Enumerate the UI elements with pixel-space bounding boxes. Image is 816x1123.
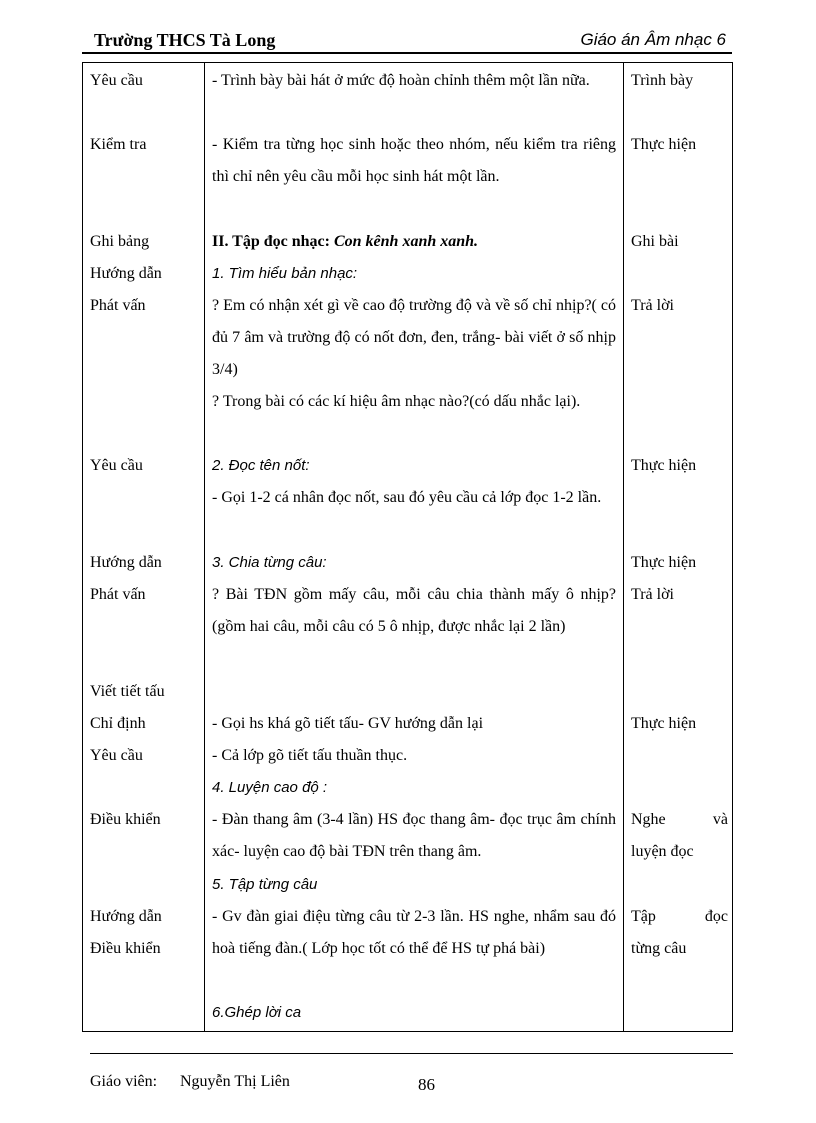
student-activity-line: luyện đọc [631, 843, 694, 860]
student-activity [631, 804, 728, 868]
student-activity: Thực hiện [631, 136, 697, 153]
activity-label: Hướng dẫn [90, 908, 162, 925]
activity-content: - Gọi hs khá gõ tiết tấu- GV hướng dẫn lại [212, 715, 484, 732]
student-activity [631, 901, 728, 965]
activity-label: Yêu cầu [90, 72, 143, 89]
student-activity-word: đọc [704, 908, 728, 925]
student-activity: Thực hiện [631, 554, 697, 571]
activity-content: - Đàn thang âm (3-4 lần) HS đọc thang âm- đọc trục âm chính xác- luyện cao độ bài TĐN trên thang âm. [212, 811, 616, 860]
activity-content: - Trình bày bài hát ở mức độ hoàn chỉnh thêm một lần nữa. [212, 72, 590, 89]
section-heading [212, 226, 616, 258]
activity-content: - Gv đàn giai điệu từng câu từ 2-3 lần. HS nghe, nhẩm sau đó hoà tiếng đàn.( Lớp học tốt có thể để HS tự phá bài) [212, 908, 616, 957]
activity-label: Phát vấn [90, 297, 146, 314]
activity-label: Ghi bảng [90, 233, 150, 250]
activity-content: - Gọi 1-2 cá nhân đọc nốt, sau đó yêu cầu cả lớp đọc 1-2 lần. [212, 489, 602, 506]
activity-label: Chỉ định [90, 715, 146, 732]
activity-content: ? Trong bài có các kí hiệu âm nhạc nào?(có dấu nhắc lại). [212, 393, 581, 410]
student-activity: Thực hiện [631, 457, 697, 474]
page-number: 86 [418, 1075, 435, 1094]
section-heading-prefix: II. Tập đọc nhạc: [212, 233, 334, 250]
document-title: Giáo án Âm nhạc 6 [580, 30, 726, 49]
teacher-name: Nguyễn Thị Liên [180, 1073, 290, 1090]
student-activity-line: từng câu [631, 940, 687, 957]
activity-content: ? Em có nhận xét gì về cao độ trường độ và về số chỉ nhịp?( có đủ 7 âm và trường độ có nốt đơn, đen, trắng- bài viết ở số nhịp 3/4) [212, 297, 616, 378]
lesson-table [82, 62, 733, 1032]
sub-heading: 5. Tập từng câu [212, 876, 318, 893]
activity-label: Viết tiết tấu [90, 683, 165, 700]
footer-divider [90, 1053, 733, 1054]
student-activity: Ghi bài [631, 233, 679, 250]
teacher-label: Giáo viên: [90, 1073, 158, 1090]
sub-heading: 6.Ghép lời ca [212, 1004, 302, 1021]
activity-content: - Cả lớp gõ tiết tấu thuần thục. [212, 747, 408, 764]
student-activity-word: và [712, 811, 728, 828]
activity-label: Điều khiển [90, 811, 161, 828]
student-activity-word: Nghe [631, 811, 666, 828]
activity-label: Hướng dẫn [90, 554, 162, 571]
activity-label: Yêu cầu [90, 747, 143, 764]
activity-label: Điều khiển [90, 940, 161, 957]
page-header [82, 28, 732, 54]
sub-heading: 2. Đọc tên nốt: [212, 457, 310, 474]
school-name: Trường THCS Tà Long [94, 30, 276, 50]
activity-label: Yêu cầu [90, 457, 143, 474]
student-activity: Thực hiện [631, 715, 697, 732]
student-activity-line [631, 901, 728, 933]
student-activity: Trả lời [631, 297, 674, 314]
activity-content: ? Bài TĐN gồm mấy câu, mỗi câu chia thành mấy ô nhịp? (gồm hai câu, mỗi câu có 5 ô nhịp, được nhắc lại 2 lần) [212, 586, 616, 635]
sub-heading: 3. Chia từng câu: [212, 554, 327, 571]
activity-label: Kiểm tra [90, 136, 147, 153]
activity-label: Phát vấn [90, 586, 146, 603]
column-divider [623, 63, 624, 1031]
song-title: Con kênh xanh xanh. [333, 233, 479, 250]
sub-heading: 1. Tìm hiểu bản nhạc: [212, 265, 358, 282]
activity-label: Hướng dẫn [90, 265, 162, 282]
sub-heading: 4. Luyện cao độ : [212, 779, 328, 796]
student-activity-line [631, 804, 728, 836]
activity-content: - Kiểm tra từng học sinh hoặc theo nhóm, nếu kiểm tra riêng thì chỉ nên yêu cầu mỗi học sinh hát một lần. [212, 136, 616, 185]
column-divider [204, 63, 205, 1031]
student-activity-word: Tập [631, 908, 656, 925]
student-activity: Trình bày [631, 72, 694, 89]
student-activity: Trả lời [631, 586, 674, 603]
